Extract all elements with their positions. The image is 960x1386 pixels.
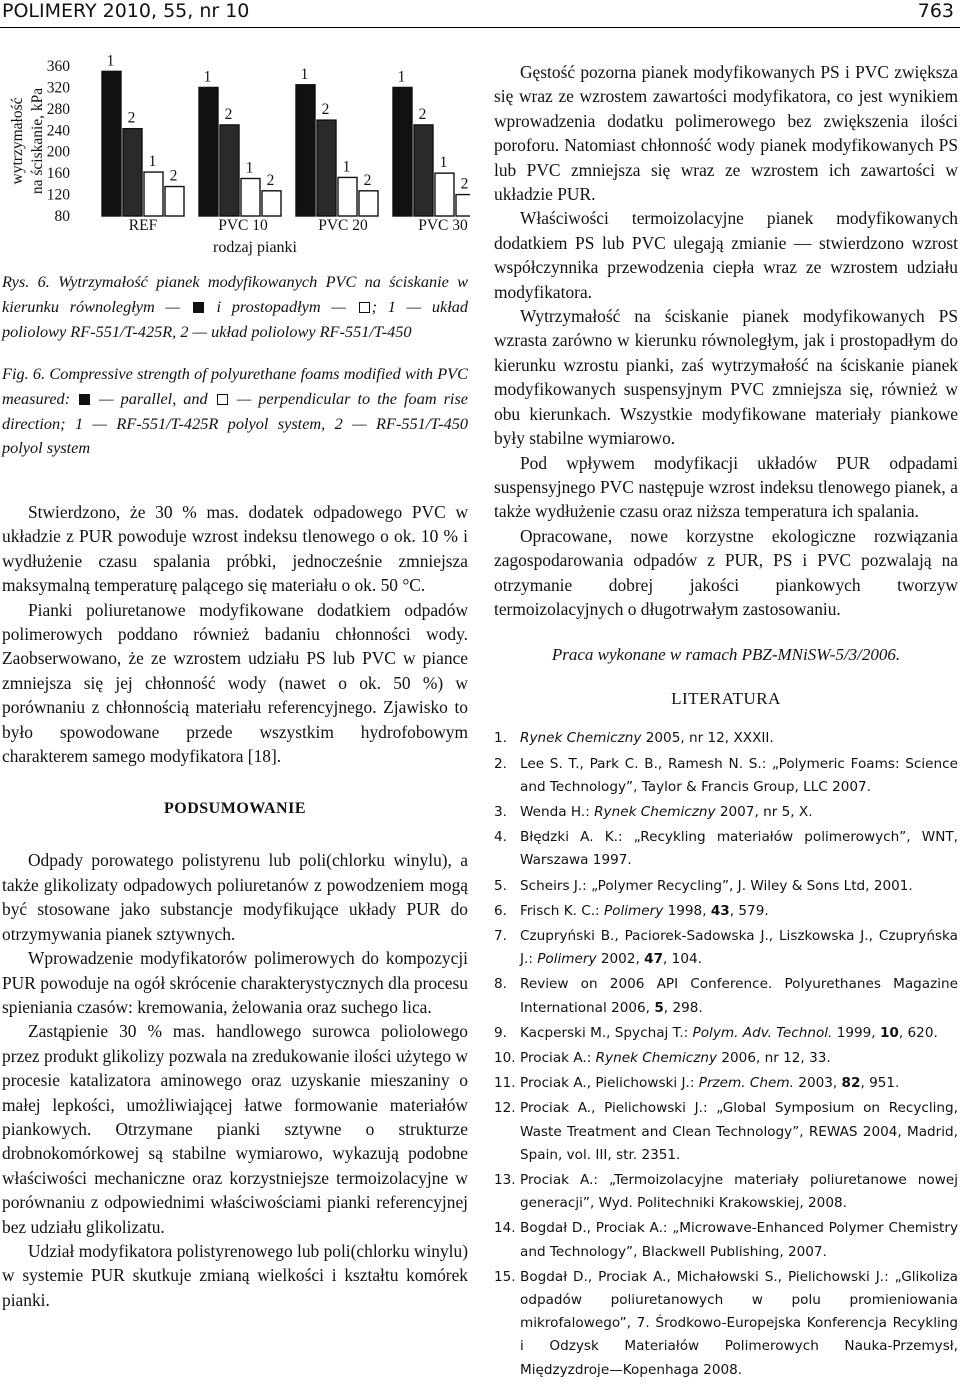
- reference-text: Wenda H.: Rynek Chemiczny 2007, nr 5, X.: [520, 803, 813, 820]
- chart-y-tick-label: 280: [46, 100, 70, 118]
- chart-bar-label: 1: [245, 159, 254, 177]
- reference-item: [494, 1266, 958, 1382]
- paragraph: Wytrzymałość na ściskanie pianek modyfikowanych PS wzrasta zarówno w kierunku równoległym, jak i prostopadłym do kierunku wzrostu pianki, zaś wytrzymałość na ściskanie pianek modyfikowanych suspensyjnym PVC zmniejsza się, również w obu kierunkach. Wszystkie modyfikowane materiały piankowe były stabilne wymiarowo.: [494, 306, 958, 449]
- reference-text: Prociak A.: „Termoizolacyjne materiały poliuretanowe nowej generacji”, Wyd. Politechniki Krakowskiej, 2008.: [520, 1172, 958, 1212]
- chart-bar-label: 1: [397, 68, 406, 86]
- reference-text: Kacperski M., Spychaj T.: Polym. Adv. Technol. 1999, 10, 620.: [520, 1024, 938, 1041]
- chart-bar: [144, 172, 163, 216]
- paragraph: Udział modyfikatora polistyrenowego lub poli(chlorku winylu) w systemie PUR skutkuje zmianą wielkości i kształtu komórek pianki.: [2, 1240, 468, 1310]
- chart-bar: [262, 191, 281, 216]
- chart-bar: [199, 87, 218, 216]
- caption-pl-part3: ; 1 — układ poliolowy RF-551/T-425R, 2 — układ poliolowy RF-551/T-450: [2, 296, 469, 341]
- caption-en-part1: Fig. 6. Compressive strength of polyurethane foams modified with PVC measured:: [2, 364, 468, 408]
- chart-bar: [338, 177, 357, 216]
- figure-caption-pl: [2, 270, 468, 344]
- reference-number: 13.: [494, 1172, 516, 1188]
- paragraph: Pod wpływem modyfikacji układów PUR odpadami suspensyjnego PVC następuje wzrost indeksu tlenowego pianek, a także wydłużenie czasu oraz niższa temperatura ich spalania.: [494, 452, 958, 522]
- paragraph: Odpady porowatego polistyrenu lub poli(chlorku winylu), a także glikolizaty odpadowych poliuretanów z powodzeniem mogą być stosowane jako substancje modyfikujące układy PUR do otrzymywania pianek sztywnych.: [2, 850, 468, 944]
- caption-pl-part1: Rys. 6. Wytrzymałość pianek modyfikowanych PVC na ściskanie w kierunku równoległym —: [2, 272, 468, 316]
- chart-category-label: REF: [128, 217, 158, 234]
- reference-number: 11.: [494, 1075, 516, 1092]
- chart-y-tick-label: 360: [46, 58, 70, 75]
- chart-bar-label: 2: [418, 105, 427, 123]
- reference-text: Prociak A., Pielichowski J.: „Global Symposium on Recycling, Waste Treatment and Clean Technology”, REWAS 2004, Madrid, Spain, vol. III, str. 2351.: [520, 1100, 958, 1163]
- acknowledgement: Praca wykonane w ramach PBZ-MNiSW-5/3/2006.: [551, 645, 901, 665]
- reference-text: Frisch K. C.: Polimery 1998, 43, 579.: [520, 902, 769, 919]
- filled-square-icon: [79, 394, 90, 405]
- left-column-body: [2, 500, 468, 1312]
- chart-y-tick-label: 80: [54, 208, 70, 225]
- section-title-summary: PODSUMOWANIE: [163, 800, 306, 818]
- chart-category-label: PVC 20: [318, 217, 368, 234]
- chart-bar: [456, 195, 470, 216]
- reference-item: [494, 826, 958, 872]
- reference-text: Bogdał D., Prociak A., Michałowski S., Pielichowski J.: „Glikoliza odpadów poliuretanowych w polu promieniowania mikrofalowego”, 7. Środkowo-Europejska Konferencja Recykling i Odzysk Materiałów Polimerowych Nauka-Przemysł, Międzyzdroje—Kopenhaga 2008.: [520, 1268, 958, 1378]
- reference-text: Czupryński B., Paciorek-Sadowska J., Liszkowska J., Czupryńska J.: Polimery 2002, 47, 104.: [520, 927, 958, 968]
- chart-bar: [435, 173, 454, 216]
- chart-category-label: PVC 30: [418, 217, 468, 234]
- reference-number: 4.: [494, 829, 507, 846]
- chart-x-axis-label: rodzaj pianki: [213, 239, 297, 256]
- reference-number: 5.: [494, 877, 507, 894]
- chart-bar-label: 1: [300, 65, 309, 83]
- paragraph: Pianki poliuretanowe modyfikowane dodatkiem odpadów polimerowych poddano również badaniu chłonności wody. Zaobserwowano, że ze wzrostem udziału PS lub PVC w piance zmniejsza się jej chłonność wody (nawet o ok. 50 %) w porównaniu z chłonnością materiału referencyjnego. Zjawisko to było spowodowane przede wszystkim hydrofobowym charakterem samego modyfikatora [18].: [2, 599, 468, 767]
- open-square-icon: [217, 394, 228, 405]
- chart-bar: [123, 129, 142, 216]
- reference-text: Prociak A.: Rynek Chemiczny 2006, nr 12, 33.: [520, 1049, 831, 1066]
- reference-text: Bogdał D., Prociak A.: „Microwave-Enhanced Polymer Chemistry and Technology”, Blackwell Publishing, 2007.: [520, 1220, 958, 1260]
- chart-bar-label: 2: [127, 109, 136, 127]
- chart-bar-label: 2: [266, 171, 275, 189]
- reference-item: [494, 1072, 958, 1095]
- reference-item: [494, 900, 958, 923]
- chart-bar: [241, 179, 260, 217]
- chart-bar-label: 1: [148, 153, 157, 171]
- paragraph: Wprowadzenie modyfikatorów polimerowych do kompozycji PUR powoduje na ogół skrócenie charakterystycznych dla procesu spieniania czasów: kremowania, żelowania oraz suchego lica.: [2, 948, 468, 1017]
- reference-text: Scheirs J.: „Polymer Recycling”, J. Wiley & Sons Ltd, 2001.: [520, 877, 913, 894]
- reference-item: [494, 1169, 958, 1215]
- caption-en-part2: — parallel, and: [99, 388, 208, 408]
- chart-bar-label: 1: [106, 54, 115, 70]
- page-number: 763: [917, 0, 954, 22]
- chart-y-axis-label-line: wytrzymałość: [9, 97, 26, 185]
- chart-y-tick-label: 320: [46, 79, 70, 97]
- chart-y-axis-label: [9, 88, 46, 194]
- reference-text: Błędzki A. K.: „Recykling materiałów polimerowych”, WNT, Warszawa 1997.: [520, 829, 958, 869]
- chart-y-tick-label: 160: [46, 165, 70, 183]
- reference-item: [494, 1217, 958, 1263]
- chart-bar: [220, 125, 239, 216]
- chart-bar: [393, 87, 412, 216]
- reference-text: Review on 2006 API Conference. Polyurethanes Magazine International 2006, 5, 298.: [520, 976, 958, 1016]
- chart-bar-label: 2: [363, 171, 372, 189]
- reference-item: [494, 727, 958, 750]
- reference-number: 12.: [494, 1100, 516, 1117]
- chart-y-tick-label: 200: [46, 143, 70, 161]
- paragraph: Gęstość pozorna pianek modyfikowanych PS i PVC zwiększa się wraz ze wzrostem zawartości modyfikatora, co jest wynikiem wprowadzenia dodatku polimerowego bez zwiększenia ilości poroforu. Natomiast chłonność wody pianek modyfikowanych PS lub PVC zmniejsza się wraz ze wzrostem ich zawartości w układzie PUR.: [494, 62, 958, 205]
- open-square-icon: [359, 302, 370, 313]
- chart-bar-label: 1: [342, 158, 351, 176]
- reference-item: [494, 753, 958, 799]
- compressive-strength-chart: [0, 54, 470, 266]
- chart-bar-label: 1: [203, 68, 212, 86]
- reference-number: 7.: [494, 927, 507, 944]
- right-column-body: [494, 60, 958, 1384]
- journal-title: POLIMERY 2010, 55, nr 10: [2, 0, 250, 22]
- reference-list: [494, 727, 958, 1381]
- page-header: [0, 0, 960, 26]
- reference-item: [494, 875, 958, 898]
- literature-title: LITERATURA: [671, 689, 781, 709]
- header-divider: [0, 27, 960, 28]
- chart-bar: [296, 85, 315, 216]
- chart-bar-label: 2: [321, 101, 330, 119]
- chart-bar-label: 2: [224, 105, 233, 123]
- reference-item: [494, 1047, 958, 1070]
- caption-pl-part2: i prostopadłym —: [216, 296, 346, 316]
- chart-bar: [317, 120, 336, 216]
- reference-item: [494, 1022, 958, 1045]
- reference-number: 9.: [494, 1024, 507, 1041]
- chart-bar: [359, 191, 378, 216]
- chart-y-tick-label: 120: [46, 186, 70, 204]
- reference-text: Rynek Chemiczny 2005, nr 12, XXXII.: [520, 730, 774, 747]
- caption-en-part3: — perpendicular to the foam rise direction; 1 — RF-551/T-425R polyol system, 2 — RF-551/T-450 polyol system: [2, 388, 469, 458]
- reference-number: 3.: [494, 803, 507, 820]
- reference-number: 1.: [494, 730, 507, 747]
- reference-item: [494, 973, 958, 1019]
- chart-bar: [102, 71, 121, 216]
- reference-number: 14.: [494, 1220, 516, 1237]
- filled-square-icon: [193, 302, 204, 313]
- chart-y-axis-label-line: na ściskanie, kPa: [29, 87, 46, 195]
- reference-number: 6.: [494, 902, 507, 919]
- chart-bar-label: 2: [169, 167, 178, 185]
- paragraph: Stwierdzono, że 30 % mas. dodatek odpadowego PVC w układzie z PUR powoduje wzrost indeksu tlenowego o ok. 10 % i wydłużenie czasu spalania próbki, jednocześnie zmniejsza maksymalną temperaturę palącego się materiału o ok. 50 °C.: [2, 502, 468, 596]
- reference-text: Lee S. T., Park C. B., Ramesh N. S.: „Polymeric Foams: Science and Technology”, Taylor & Francis Group, LLC 2007.: [520, 755, 958, 795]
- reference-item: [494, 801, 958, 824]
- reference-text: Prociak A., Pielichowski J.: Przem. Chem. 2003, 82, 951.: [520, 1075, 900, 1092]
- paragraph: Właściwości termoizolacyjne pianek modyfikowanych dodatkiem PS lub PVC ulegają zmianie — stwierdzono wzrost współczynnika przewodzenia ciepła wraz ze wzrostem udziału modyfikatora.: [494, 208, 958, 302]
- paragraph: Opracowane, nowe korzystne ekologiczne rozwiązania zagospodarowania odpadów z PUR, PS i PVC pozwalają na otrzymanie dobrej jakości piankowych tworzyw termoizolacyjnych o długotrwałym zastosowaniu.: [494, 525, 958, 619]
- chart-category-label: PVC 10: [218, 217, 268, 234]
- reference-number: 15.: [494, 1268, 516, 1285]
- paragraph: Zastąpienie 30 % mas. handlowego surowca poliolowego przez produkt glikolizy pozwala na zredukowanie ilości użytego w procesie katalizatora aminowego oraz uzyskanie mieszaniny o małej lepkości, umożliwiającej łatwe formowanie materiałów piankowych. Otrzymane pianki sztywne o strukturze drobnokomórkowej są stabilne wymiarowo, wykazują podobne właściwości mechaniczne oraz korzystniejsze termoizolacyjne w porównaniu z odpowiednimi właściwościami pianki referencyjnej bez udziału glikolizatu.: [2, 1021, 468, 1237]
- chart-bar: [414, 125, 433, 216]
- chart-y-tick-label: 240: [46, 122, 70, 140]
- chart-bar-label: 2: [460, 175, 469, 193]
- reference-number: 2.: [494, 755, 507, 772]
- reference-item: [494, 1097, 958, 1167]
- reference-number: 8.: [494, 976, 507, 993]
- reference-item: [494, 925, 958, 971]
- chart-bar-label: 1: [439, 154, 448, 172]
- chart-bar: [165, 187, 184, 216]
- figure-caption-en: [2, 362, 468, 461]
- reference-number: 10.: [494, 1049, 516, 1066]
